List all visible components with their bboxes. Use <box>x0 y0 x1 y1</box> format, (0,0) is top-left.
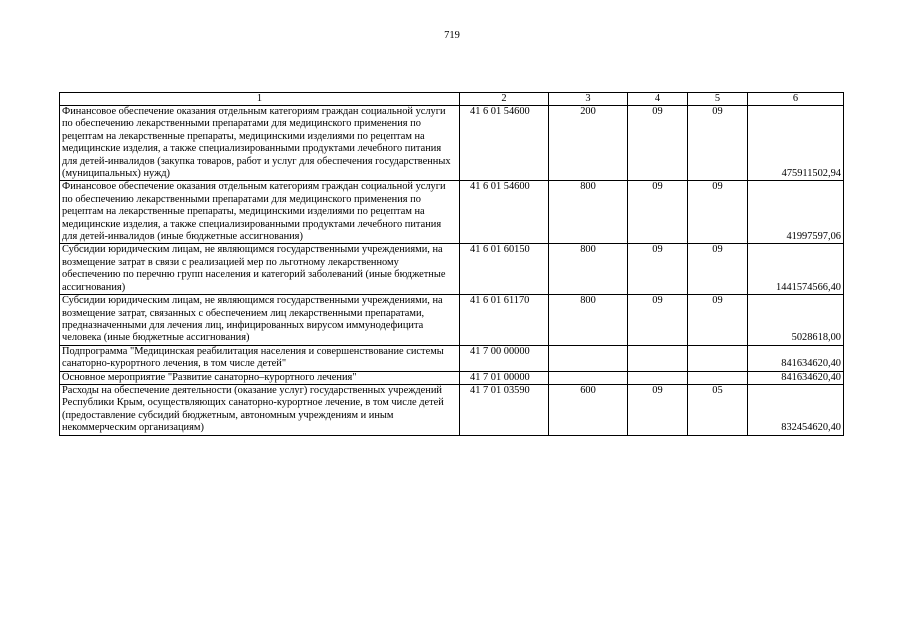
row-col5: 09 <box>688 181 748 244</box>
row-col4: 09 <box>628 181 688 244</box>
row-col3: 800 <box>549 181 628 244</box>
row-description: Финансовое обеспечение оказания отдельным категориям граждан социальной услуги по обеспечению лекарственными препаратами для медицинского применения по рецептам на лекарственные препараты, медицинскими изделиями по рецептам на медицинские изделия, а также специализированными продуктами лечебного питания для детей-инвалидов (закупка товаров, работ и услуг для обеспечения государственных (муниципальных) нужд) <box>60 106 460 181</box>
row-col5 <box>688 345 748 371</box>
header-col-6: 6 <box>748 93 844 106</box>
row-col4 <box>628 345 688 371</box>
table-header-row <box>60 93 844 106</box>
row-description: Расходы на обеспечение деятельности (оказание услуг) государственных учреждений Республики Крым, осуществляющих санаторно-курортное лечение, в том числе детей (предоставление субсидий бюджетным, автономным учреждениям и иным некоммерческим организациям) <box>60 384 460 435</box>
row-amount: 5028618,00 <box>748 295 844 346</box>
row-col3: 600 <box>549 384 628 435</box>
row-col3: 800 <box>549 295 628 346</box>
row-amount: 841634620,40 <box>748 371 844 384</box>
row-description: Основное мероприятие "Развитие санаторно–курортного лечения" <box>60 371 460 384</box>
row-col5: 05 <box>688 384 748 435</box>
row-col4: 09 <box>628 384 688 435</box>
row-code: 41 7 01 00000 <box>460 371 549 384</box>
row-col4: 09 <box>628 295 688 346</box>
row-col3 <box>549 345 628 371</box>
row-description: Финансовое обеспечение оказания отдельным категориям граждан социальной услуги по обеспечению лекарственными препаратами для медицинского применения по рецептам на лекарственные препараты, медицинскими изделиями по рецептам на медицинские изделия, а также специализированными продуктами лечебного питания для детей-инвалидов (иные бюджетные ассигнования) <box>60 181 460 244</box>
table-row <box>60 384 844 435</box>
header-col-5: 5 <box>688 93 748 106</box>
header-col-2: 2 <box>460 93 549 106</box>
row-amount: 841634620,40 <box>748 345 844 371</box>
row-amount: 475911502,94 <box>748 106 844 181</box>
table-row <box>60 181 844 244</box>
row-code: 41 7 01 03590 <box>460 384 549 435</box>
row-amount: 832454620,40 <box>748 384 844 435</box>
row-description: Субсидии юридическим лицам, не являющимся государственными учреждениями, на возмещение затрат в связи с реализацией мер по льготному лекарственному обеспечению по перечню групп населения и категорий заболеваний (иные бюджетные ассигнования) <box>60 244 460 295</box>
row-amount: 1441574566,40 <box>748 244 844 295</box>
row-amount: 41997597,06 <box>748 181 844 244</box>
row-description: Подпрограмма "Медицинская реабилитация населения и совершенствование системы санаторно-курортного лечения, в том числе детей" <box>60 345 460 371</box>
row-col5: 09 <box>688 244 748 295</box>
row-col5: 09 <box>688 295 748 346</box>
row-col3: 800 <box>549 244 628 295</box>
page-number: 719 <box>444 30 460 41</box>
header-col-1: 1 <box>60 93 460 106</box>
row-code: 41 6 01 61170 <box>460 295 549 346</box>
row-col5: 09 <box>688 106 748 181</box>
row-code: 41 7 00 00000 <box>460 345 549 371</box>
row-col4: 09 <box>628 106 688 181</box>
row-col4: 09 <box>628 244 688 295</box>
row-code: 41 6 01 54600 <box>460 181 549 244</box>
header-col-3: 3 <box>549 93 628 106</box>
table-row <box>60 371 844 384</box>
header-col-4: 4 <box>628 93 688 106</box>
table-row <box>60 244 844 295</box>
budget-table <box>59 92 844 436</box>
table-row <box>60 295 844 346</box>
row-code: 41 6 01 60150 <box>460 244 549 295</box>
row-col3: 200 <box>549 106 628 181</box>
table-row <box>60 106 844 181</box>
row-col3 <box>549 371 628 384</box>
row-description: Субсидии юридическим лицам, не являющимся государственными учреждениями, на возмещение затрат, связанных с обеспечением лиц лекарственными препаратами, предназначенными для лечения лиц, инфицированных вирусом иммунодефицита человека (иные бюджетные ассигнования) <box>60 295 460 346</box>
row-col5 <box>688 371 748 384</box>
row-col4 <box>628 371 688 384</box>
row-code: 41 6 01 54600 <box>460 106 549 181</box>
table-row <box>60 345 844 371</box>
